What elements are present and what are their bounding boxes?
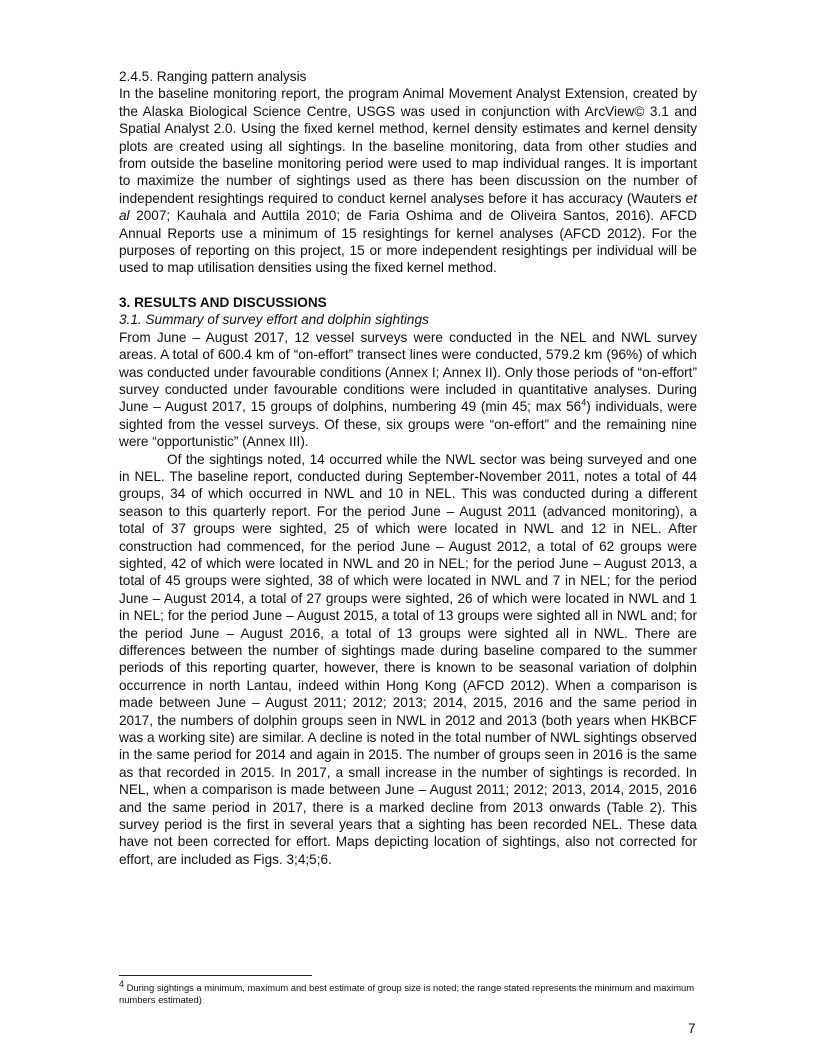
paragraph-ranging-pattern xyxy=(119,85,697,276)
text-segment: 2007; Kauhala and Auttila 2010; de Faria Oshima and de Oliveira Santos, 2016). AFCD Annual Reports use a minimum of 15 resightings for kernel analyses (AFCD 2012). For the purposes of reporting on this project, 15 or more independent resightings per individual will be used to map utilisation densities using the fixed kernel method. xyxy=(119,208,697,276)
section-heading-3: 3. RESULTS AND DISCUSSIONS xyxy=(119,294,327,310)
section-heading-2-4-5: 2.4.5. Ranging pattern analysis xyxy=(119,69,307,84)
subsection-heading-3-1: 3.1. Summary of survey effort and dolphin sightings xyxy=(119,312,429,328)
paragraph-sightings-comparison: Of the sightings noted, 14 occurred while the NWL sector was being surveyed and one in NEL. The baseline report, conducted during September-November 2011, notes a total of 44 groups, 34 of which occurred in NWL and 10 in NEL. This was conducted during a different season to this quarterly report. For the period June – August 2011 (advanced monitoring), a total of 37 groups were sighted, 25 of which were located in NWL and 12 in NEL. After construction had commenced, for the period June – August 2012, a total of 62 groups were sighted, 42 of which were located in NWL and 20 in NEL; for the period June – August 2013, a total of 45 groups were sighted, 38 of which were located in NWL and 7 in NEL; for the period June – August 2014, a total of 27 groups were sighted, 26 of which were located in NWL and 1 in NEL; for the period June – August 2015, a total of 13 groups were sighted all in NWL and; for the period June – August 2016, a total of 13 groups were sighted all in NWL. There are differences between the number of sightings made during baseline compared to the summer periods of this reporting quarter, however, there is known to be seasonal variation of dolphin occurrence in north Lantau, indeed within Hong Kong (AFCD 2012). When a comparison is made between June – August 2011; 2012; 2013; 2014, 2015, 2016 and the same period in 2017, the numbers of dolphin groups seen in NWL in 2012 and 2013 (both years when HKBCF was a working site) are similar. A decline is noted in the total number of NWL sightings observed in the same period for 2014 and again in 2015. The number of groups seen in 2016 is the same as that recorded in 2015. In 2017, a small increase in the number of sightings is recorded. In NEL, when a comparison is made between June – August 2011; 2012; 2013, 2014, 2015, 2016 and the same period in 2017, there is a marked decline from 2013 onwards (Table 2). This survey period is the first in several years that a sighting has been recorded NEL. These data have not been corrected for effort. Maps depicting location of sightings, also not corrected for effort, are included as Figs. 3;4;5;6. xyxy=(119,451,697,867)
text-segment: ) individuals, were sighted from the vessel surveys. Of these, six groups were “on-effort” and the remaining nine were “opportunistic” (Annex III). xyxy=(119,399,697,450)
italic-et-al: et al xyxy=(119,190,697,224)
footnote-text: During sightings a minimum, maximum and best estimate of group size is noted; the range stated represents the minimum and maximum numbers estimated) xyxy=(119,982,695,1005)
text-segment: In the baseline monitoring report, the program Animal Movement Analyst Extension, created by the Alaska Biological Science Centre, USGS was used in conjunction with ArcView© 3.1 and Spatial Analyst 2.0. Using the fixed kernel method, kernel density estimates and kernel density plots are created using all sightings. In the baseline monitoring, data from other studies and from outside the baseline monitoring period were used to map individual ranges. It is important to maximize the number of sightings used as there has been discussion on the number of independent resightings required to conduct kernel analyses before it has accuracy (Wauters xyxy=(119,86,697,206)
page-number: 7 xyxy=(688,1021,696,1036)
text-segment: From June – August 2017, 12 vessel surveys were conducted in the NEL and NWL survey areas. A total of 600.4 km of “on-effort” transect lines were conducted, 579.2 km (96%) of which was conducted under favourable conditions (Annex I; Annex II). Only those periods of “on-effort” survey conducted under favourable conditions were included in quantitative analyses. During June – August 2017, 15 groups of dolphins, numbering 49 (min 45; max 56 xyxy=(119,329,697,415)
footnote-marker: 4 xyxy=(119,978,125,989)
paragraph-survey-effort xyxy=(119,329,697,451)
footnote-divider xyxy=(119,975,312,976)
page-body xyxy=(119,68,697,868)
footnote xyxy=(119,978,697,1006)
footnote-ref: 4 xyxy=(581,397,587,408)
